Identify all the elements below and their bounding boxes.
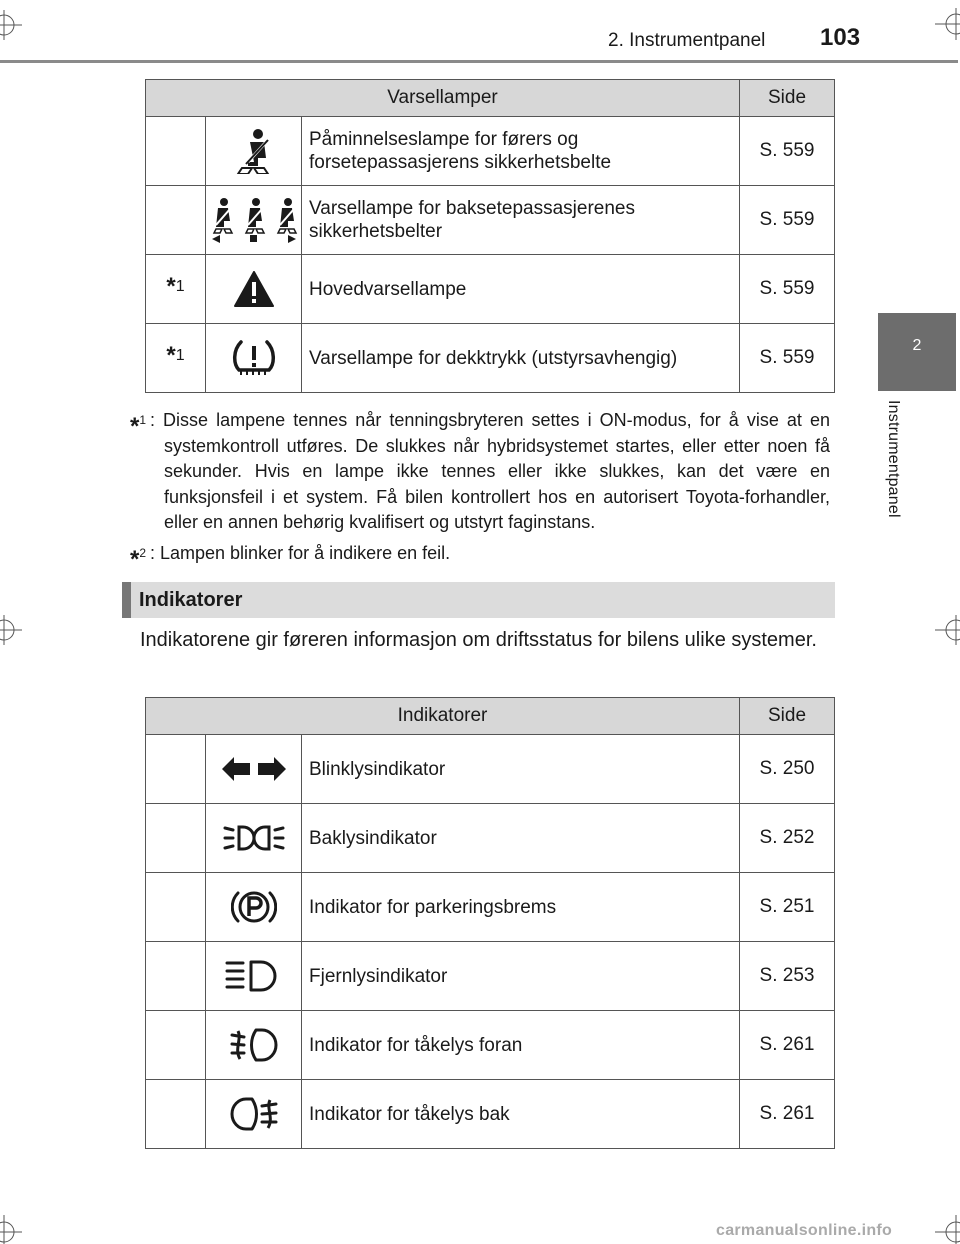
star-cell [146,324,206,393]
footnote-text: : Lampen blinker for å indikere en feil. [150,543,451,563]
crop-mark-mid-left [0,615,22,645]
warning-lamps-table [145,79,835,393]
high-beam-icon [225,959,283,993]
running-header-title: 2. Instrumentpanel [608,30,766,51]
star-cell [146,873,206,942]
icon-cell [206,186,302,255]
parking-brake-icon [231,887,277,927]
page-reference: S. 253 [740,942,835,1011]
footnote-ref: *1 [166,342,185,369]
star-cell [146,186,206,255]
table-row [146,804,835,873]
section-heading-bar [122,582,835,618]
page-reference: S. 261 [740,1011,835,1080]
description-cell: Fjernlysindikator [302,942,740,1011]
icon-cell [206,117,302,186]
description-cell: Baklysindikator [302,804,740,873]
crop-mark-bottom-left [0,1215,22,1244]
footnote-text: : Disse lampene tennes når tenningsbryteren settes i ON-modus, for å vise at en systemkontroll utføres. De slukkes når hybridsystemet startes, eller etter noen få sekunder. Hvis en lampe ikke tennes eller ikke slukkes, kan det være en funksjonsfeil i et system. Få bilen kontrollert hos en autorisert Toyota-forhandler, eller en annen behørig kvalifisert og utstyrt faginstans. [150,410,830,532]
footnote-mark: *$^2$ [130,546,147,573]
master-warning-icon [234,271,274,307]
description-cell: Varsellampe for baksetepassasjerenes sikkerhetsbelter [302,186,740,255]
icon-cell [206,324,302,393]
footnote-2 [130,541,830,573]
section-intro: Indikatorene gir føreren informasjon om driftsstatus for bilens ulike systemer. [140,629,817,651]
table-row [146,1080,835,1149]
turn-signal-icon [222,754,286,784]
column-header-page: Side [740,80,835,117]
table-header-row [146,80,835,117]
page-reference: S. 261 [740,1080,835,1149]
chapter-tab [878,313,956,391]
table-row [146,186,835,255]
page-reference: S. 251 [740,873,835,942]
table-header-row [146,698,835,735]
footnote-ref: *1 [166,273,185,300]
crop-mark-mid-right [935,615,960,645]
table-row [146,324,835,393]
page-reference: S. 559 [740,117,835,186]
section-heading: Indikatorer [139,589,243,611]
chapter-label-box [878,400,910,550]
chapter-number: 2 [912,337,922,354]
table-row [146,117,835,186]
star-cell [146,117,206,186]
footnote-1 [130,408,830,536]
icon-cell [206,1011,302,1080]
star-cell [146,1080,206,1149]
tire-pressure-icon [231,338,277,378]
page-reference: S. 559 [740,324,835,393]
chapter-label: Instrumentpanel [885,400,902,518]
indicators-table [145,697,835,1149]
page-reference: S. 252 [740,804,835,873]
page-reference: S. 559 [740,186,835,255]
seatbelt-reminder-icon [234,128,274,174]
description-cell: Hovedvarsellampe [302,255,740,324]
icon-cell [206,873,302,942]
star-cell [146,942,206,1011]
page-reference: S. 559 [740,255,835,324]
watermark: carmanualsonline.info [716,1222,893,1239]
table-row [146,735,835,804]
star-cell [146,255,206,324]
table-row [146,873,835,942]
description-cell: Indikator for tåkelys bak [302,1080,740,1149]
icon-cell [206,255,302,324]
crop-mark-top-left [0,10,22,40]
rear-fog-light-icon [230,1096,278,1132]
icon-cell [206,804,302,873]
star-cell [146,804,206,873]
footnote-mark: *$^1$ [130,413,147,440]
crop-mark-top-right [935,8,960,40]
description-cell: Blinklysindikator [302,735,740,804]
tail-light-icon [223,823,285,853]
column-header-indicators: Indikatorer [146,698,740,735]
page-number: 103 [820,24,861,51]
description-cell: Påminnelseslampe for førers og forsetepassasjerens sikkerhetsbelte [302,117,740,186]
page-reference: S. 250 [740,735,835,804]
description-cell: Varsellampe for dekktrykk (utstyrsavhengig) [302,324,740,393]
description-cell: Indikator for parkeringsbrems [302,873,740,942]
front-fog-light-icon [230,1027,278,1063]
description-cell: Indikator for tåkelys foran [302,1011,740,1080]
column-header-lamps: Varsellamper [146,80,740,117]
icon-cell [206,1080,302,1149]
table-row [146,1011,835,1080]
rear-seatbelt-icon [210,197,298,243]
star-cell [146,735,206,804]
icon-cell [206,735,302,804]
star-cell [146,1011,206,1080]
header-rule [0,60,958,63]
column-header-page: Side [740,698,835,735]
table-row [146,942,835,1011]
icon-cell [206,942,302,1011]
crop-mark-bottom-right [935,1215,960,1244]
table-row [146,255,835,324]
